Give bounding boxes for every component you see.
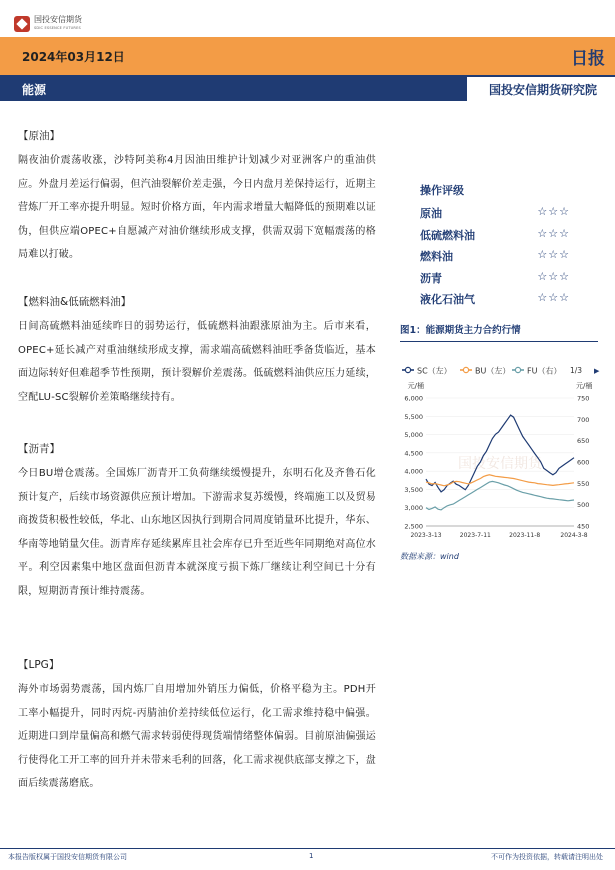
report-date: 2024年03月12日	[22, 50, 125, 64]
section-title: 【沥青】	[18, 443, 60, 455]
right-tick-label: 500	[577, 501, 590, 510]
right-unit: 元/桶	[576, 382, 593, 390]
section-body: 海外市场弱势震荡，国内炼厂自用增加外销压力偏低，价格平稳为主。PDH开工率小幅提升，同时丙烷-丙腈油价差持续低位运行，化工需求维持稳中偏强。近期进口到岸量偏高和燃气需求转弱使得现货端情绪整体偏弱。目前原油偏强运行使得化工开工率的回升并未带来毛利的回落，化工需求视供底部支撑之下，盘面后续震荡磨底。	[18, 684, 376, 790]
rating-title: 操作评级	[420, 184, 464, 197]
legend-label: BU（左）	[475, 366, 511, 376]
footer-copyright: 本报告版权属于国投安信期货有限公司	[8, 853, 127, 861]
price-chart	[398, 358, 602, 544]
rating-row	[420, 270, 570, 292]
doc-type: 日报	[571, 49, 605, 69]
x-tick-label: 2023-11-8	[509, 532, 541, 539]
figure-rule	[400, 341, 598, 342]
x-tick-label: 2023-7-11	[459, 532, 491, 539]
page-number: 1	[309, 852, 314, 860]
legend-marker	[463, 367, 468, 372]
rating-name: 燃料油	[420, 250, 453, 264]
legend-marker	[515, 367, 520, 372]
section-body: 日间高硫燃料油延续昨日的弱势运行，低硫燃料油跟涨原油为主。后市来看，OPEC+延长减产对重油继续形成支撑，需求端高硫燃料油旺季备货临近，基本面边际转好但难超季节性预期，预计裂解价差震荡。低硫燃料油供应压力延续，空配LU-SC裂解价差策略继续持有。	[18, 321, 376, 403]
right-tick-label: 700	[577, 415, 590, 424]
rating-stars: ☆☆☆	[537, 226, 570, 240]
rating-stars: ☆☆☆	[537, 248, 570, 262]
rating-row	[420, 205, 570, 227]
left-unit: 元/桶	[407, 382, 424, 390]
left-tick-label: 3,500	[404, 485, 423, 494]
left-tick-label: 4,500	[404, 449, 423, 458]
institute-name: 国投安信期货研究院	[488, 83, 597, 97]
right-tick-label: 550	[577, 479, 590, 488]
section-body: 今日BU增仓震荡。全国炼厂沥青开工负荷继续缓慢提升，东明石化及齐鲁石化预计复产，后续市场资源供应预计增加。下游需求复苏缓慢，终端施工以及贸易商拨货积极性较低，华北、山东地区因执行到期合同周度销量环比提升，华东、华南等地销量欠佳。沥青库存延续累库且社会库存已升至近些年同期绝对高位水平。利空因素集中地区盘面但沥青本就深度亏损下炼厂继续让利空间已十分有限，短期沥青预计维持震荡。	[18, 468, 376, 597]
rating-name: 沥青	[420, 271, 442, 285]
left-tick-label: 5,500	[404, 412, 423, 421]
x-tick-label: 2023-3-13	[410, 532, 442, 539]
right-tick-label: 450	[577, 522, 590, 531]
rating-name: 低硫燃料油	[420, 228, 475, 242]
section-title: 【燃料油&低硫燃料油】	[18, 296, 132, 308]
rating-row	[420, 227, 570, 249]
section-fuel-oil	[18, 294, 376, 441]
series-line-bu	[426, 475, 574, 486]
commentary-column	[18, 128, 376, 796]
section-bitumen	[18, 441, 376, 657]
rating-name: 原油	[420, 207, 442, 220]
company-logo	[14, 11, 104, 37]
figure-title: 图1：能源期货主力合约行情	[400, 325, 521, 336]
rating-stars: ☆☆☆	[537, 269, 570, 283]
footer-disclaimer: 不可作为投资依据，转载请注明出处	[491, 853, 603, 861]
legend-label: FU（右）	[527, 366, 562, 376]
right-tick-label: 650	[577, 437, 590, 446]
left-tick-label: 2,500	[404, 522, 423, 531]
logo-icon	[14, 16, 30, 32]
figure-source: 数据来源：wind	[400, 552, 459, 561]
right-tick-label: 600	[577, 458, 590, 467]
section-title: 【LPG】	[18, 659, 60, 671]
left-tick-label: 5,000	[404, 431, 423, 440]
sector-name: 能源	[22, 83, 47, 97]
rating-row	[420, 291, 570, 313]
chart-legend	[402, 366, 600, 376]
section-body: 隔夜油价震荡收涨，沙特阿美称4月因油田维护计划减少对亚洲客户的重油供应。外盘月差运行偏弱，但汽油裂解价差走强，今日内盘月差保持运行，近期主营炼厂开工率亦提升明显。短时价格方面，年内需求增量大幅降低的预期难以证伪，但供应端OPEC+自愿减产对油价继续形成支撑，供需双弱下宽幅震荡的格局难以打破。	[18, 155, 376, 261]
legend-label: SC（左）	[417, 366, 452, 376]
left-tick-label: 4,000	[404, 467, 423, 476]
left-tick-label: 3,000	[404, 504, 423, 513]
section-lpg	[18, 657, 376, 796]
rating-name: 液化石油气	[420, 293, 475, 307]
section-title: 【原油】	[18, 130, 60, 142]
logo-en: SDIC ESSENCE FUTURES	[34, 26, 81, 30]
rating-stars: ☆☆☆	[537, 205, 570, 218]
left-tick-label: 6,000	[404, 394, 423, 403]
logo-cn: 国投安信期货	[34, 15, 82, 24]
chart-watermark: 国投安信期货	[458, 456, 542, 472]
rating-stars: ☆☆☆	[537, 291, 570, 305]
footer-rule	[0, 848, 615, 849]
series-line-sc	[426, 415, 574, 492]
legend-page-indicator: 1/3	[570, 366, 583, 375]
section-crude	[18, 128, 376, 294]
x-tick-label: 2024-3-8	[560, 532, 588, 539]
legend-next-icon: ▶	[594, 367, 600, 375]
right-tick-label: 750	[577, 394, 590, 403]
legend-marker	[405, 367, 410, 372]
rating-panel	[420, 182, 570, 313]
rating-row	[420, 248, 570, 270]
